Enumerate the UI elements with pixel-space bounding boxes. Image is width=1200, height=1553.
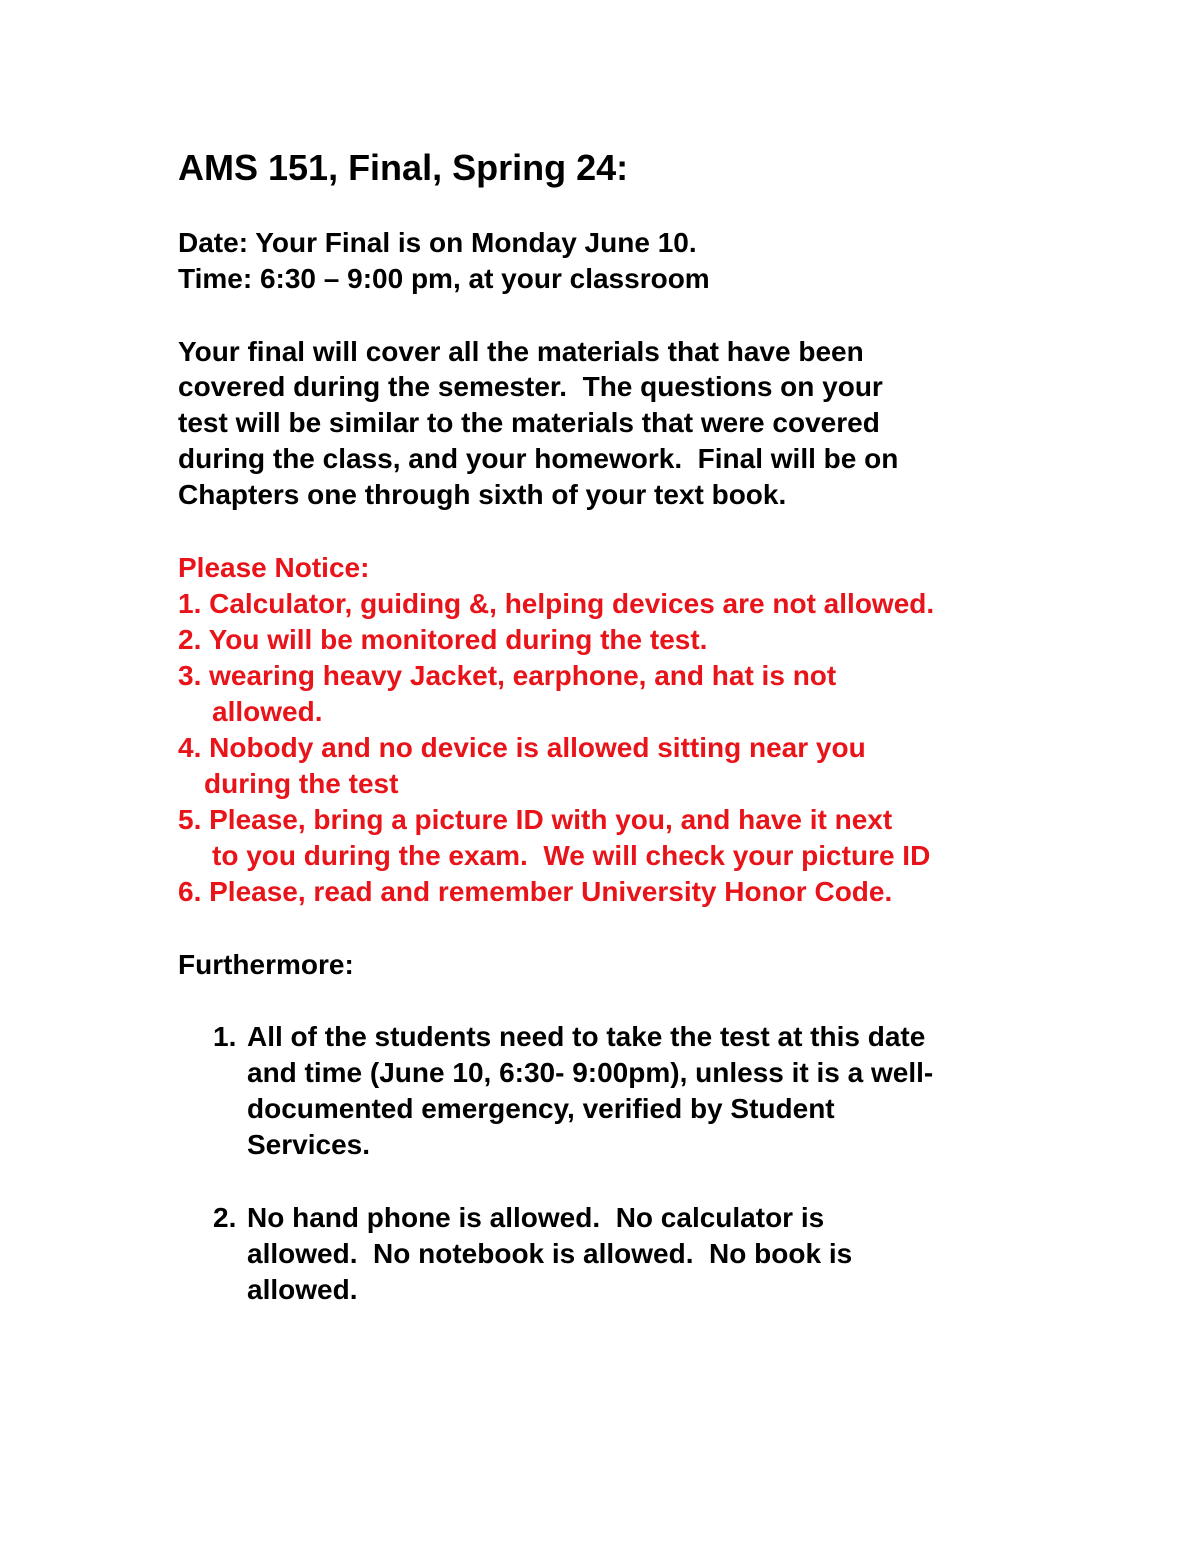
notice-line: allowed. [212,696,323,727]
exam-date: Date: Your Final is on Monday June 10. [178,227,697,258]
notice-heading: Please Notice: [178,552,370,583]
notice-line: 1. Calculator, guiding &, helping devices are not allowed. [178,588,935,619]
description-line: Your final will cover all the materials that have been [178,336,864,367]
description-line: test will be similar to the materials that were covered [178,407,880,438]
description-line: Chapters one through sixth of your text book. [178,479,787,510]
list-item-line: All of the students need to take the test at this date [247,1021,926,1052]
description-line: covered during the semester. The questions on your [178,371,883,402]
list-item-line: and time (June 10, 6:30- 9:00pm), unless it is a well- [247,1057,934,1088]
list-item-line: allowed. No notebook is allowed. No book is [247,1238,853,1269]
exam-time: Time: 6:30 – 9:00 pm, at your classroom [178,263,710,294]
list-item-number: 2. [213,1202,237,1233]
notice-line: to you during the exam. We will check your picture ID [212,840,931,871]
notice-line: 3. wearing heavy Jacket, earphone, and hat is not [178,660,837,691]
list-item-line: Services. [247,1129,370,1160]
notice-line: 6. Please, read and remember University Honor Code. [178,876,893,907]
description-line: during the class, and your homework. Final will be on [178,443,899,474]
list-item-line: No hand phone is allowed. No calculator is [247,1202,825,1233]
notice-line: 4. Nobody and no device is allowed sitting near you [178,732,866,763]
document-title: AMS 151, Final, Spring 24: [178,147,629,188]
list-item-number: 1. [213,1021,237,1052]
notice-line: during the test [204,768,399,799]
notice-line: 5. Please, bring a picture ID with you, and have it next [178,804,893,835]
furthermore-heading: Furthermore: [178,949,354,980]
notice-line: 2. You will be monitored during the test. [178,624,708,655]
list-item-line: allowed. [247,1274,358,1305]
list-item-line: documented emergency, verified by Student [247,1093,835,1124]
